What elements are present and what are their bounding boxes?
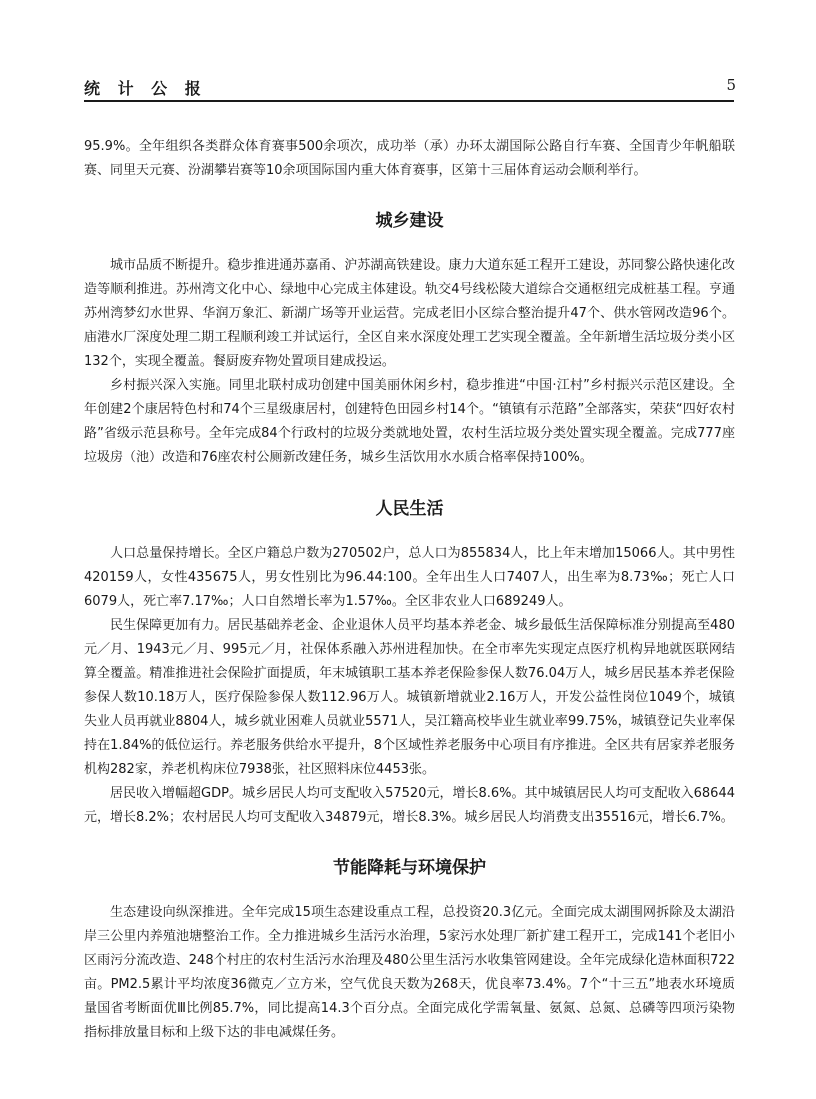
intro-paragraph: 95.9%。全年组织各类群众体育赛事500余项次，成功举（承）办环太湖国际公路自行车赛、全国青少年帆船联赛、同里天元赛、汾湖攀岩赛等10余项国际国内重大体育赛事，区第十三届体育运动会顺利举行。 xyxy=(84,139,735,178)
population-paragraph: 人口总量保持增长。全区户籍总户数为270502户，总人口为855834人，比上年末增加15066人。其中男性420159人，女性435675人，男女性别比为96.44:100。全年出生人口7407人，出生率为8.73‰；死亡人口6079人，死亡率7.17‰；人口自然增长率为1.57‰。全区非农业人口689249人。 xyxy=(84,546,735,609)
section-heading-urban-rural: 城乡建设 xyxy=(375,211,444,231)
urban-paragraph: 城市品质不断提升。稳步推进通苏嘉甬、沪苏湖高铁建设。康力大道东延工程开工建设，苏同黎公路快速化改造等顺利推进。苏州湾文化中心、绿地中心完成主体建设。轨交4号线松陵大道综合交通枢纽完成桩基工程。亨通苏州湾梦幻水世界、华润万象汇、新湖广场等开业运营。完成老旧小区综合整治提升47个、供水管网改造96个。庙港水厂深度处理二期工程顺利竣工并试运行，全区自来水深度处理工艺实现全覆盖。全年新增生活垃圾分类小区132个，实现全覆盖。餐厨废弃物处置项目建成投运。 xyxy=(84,258,735,369)
document-body xyxy=(84,135,735,1045)
income-paragraph: 居民收入增幅超GDP。城乡居民人均可支配收入57520元，增长8.6%。其中城镇居民人均可支配收入68644元，增长8.2%；农村居民人均可支配收入34879元，增长8.3%。城乡居民人均消费支出35516元，增长6.7%。 xyxy=(84,786,735,825)
page-number: 5 xyxy=(726,76,736,94)
header-rule xyxy=(84,100,734,102)
rural-paragraph: 乡村振兴深入实施。同里北联村成功创建中国美丽休闲乡村，稳步推进“中国·江村”乡村振兴示范区建设。全年创建2个康居特色村和74个三星级康居村，创建特色田园乡村14个。“镇镇有示范路”全部落实，荣获“四好农村路”省级示范县称号。全年完成84个行政村的垃圾分类就地处置，农村生活垃圾分类处置实现全覆盖。完成777座垃圾房（池）改造和76座农村公厕新改建任务，城乡生活饮用水水质合格率保持100%。 xyxy=(84,378,735,465)
page-header xyxy=(84,72,734,102)
ecology-paragraph: 生态建设向纵深推进。全年完成15项生态建设重点工程，总投资20.3亿元。全面完成太湖围网拆除及太湖沿岸三公里内养殖池塘整治工作。全力推进城乡生活污水治理，5家污水处理厂新扩建工程开工，完成141个老旧小区雨污分流改造、248个村庄的农村生活污水治理及480公里生活污水收集管网建设。全年完成绿化造林面积722亩。PM2.5累计平均浓度36微克／立方米，空气优良天数为268天，优良率73.4%。7个“十三五”地表水环境质量国省考断面优Ⅲ比例85.7%，同比提高14.3个百分点。全面完成化学需氧量、氨氮、总氮、总磷等四项污染物指标排放量目标和上级下达的非电减煤任务。 xyxy=(84,905,735,1040)
bulletin-title: 统 计 公 报 xyxy=(84,79,207,98)
section-heading-livelihood: 人民生活 xyxy=(375,499,444,519)
welfare-paragraph: 民生保障更加有力。居民基础养老金、企业退休人员平均基本养老金、城乡最低生活保障标准分别提高至480元／月、1943元／月、995元／月，社保体系融入苏州进程加快。在全市率先实现定点医疗机构异地就医联网结算全覆盖。精准推进社会保险扩面提质，年末城镇职工基本养老保险参保人数76.04万人，城乡居民基本养老保险参保人数10.18万人，医疗保险参保人数112.96万人。城镇新增就业2.16万人，开发公益性岗位1049个，城镇失业人员再就业8804人，城乡就业困难人员就业5571人，吴江籍高校毕业生就业率99.75%，城镇登记失业率保持在1.84%的低位运行。养老服务供给水平提升，8个区域性养老服务中心项目有序推进。全区共有居家养老服务机构282家，养老机构床位7938张，社区照料床位4453张。 xyxy=(84,618,735,777)
section-heading-environment: 节能降耗与环境保护 xyxy=(333,858,486,878)
